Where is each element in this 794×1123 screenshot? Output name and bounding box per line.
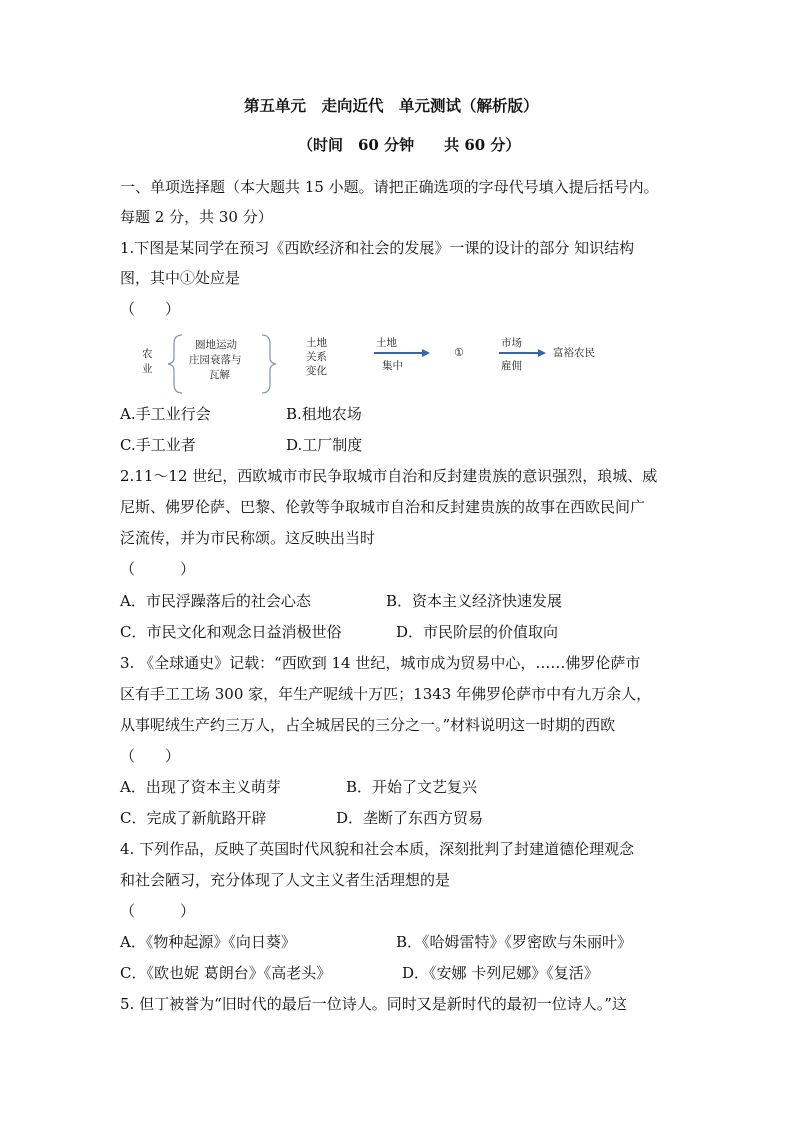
diagram-arrow2-top-label: 市场 bbox=[501, 337, 522, 349]
diagram-blank-mark: ① bbox=[454, 346, 464, 359]
question-1-option-a: A.手工业行会 bbox=[120, 405, 211, 423]
diagram-arrow1-top-label: 土地 bbox=[376, 337, 397, 349]
question-4-option-c: C．《欧也妮 葛朗台》《高老头》 bbox=[120, 964, 332, 982]
question-2-option-b: B．资本主义经济快速发展 bbox=[386, 592, 563, 610]
diagram-end-label: 富裕农民 bbox=[553, 347, 595, 359]
question-4-option-d: D．《安娜 卡列尼娜》《复活》 bbox=[402, 964, 599, 982]
diagram-col2-3: 变化 bbox=[306, 365, 327, 377]
question-3-text-cont-1: 区有手工工场 300 家，年生产呢绒十万匹；1343 年佛罗伦萨市中有九万余人， bbox=[120, 685, 652, 703]
arrow-1-head bbox=[422, 349, 430, 357]
section-heading-cont: 每题 2 分，共 30 分） bbox=[120, 208, 273, 226]
diagram-label-agri-1: 农 bbox=[142, 348, 153, 360]
diagram-brace-item-1: 圈地运动 bbox=[195, 339, 237, 351]
arrow-2-head bbox=[538, 349, 546, 357]
question-1-option-c: C.手工业者 bbox=[120, 436, 196, 454]
page-title: 第五单元 走向近代 单元测试（解析版） bbox=[244, 96, 539, 115]
question-1-text: 1.下图是某同学在预习《西欧经济和社会的发展》一课的设计的部分 知识结构 bbox=[120, 239, 635, 257]
question-2-text-cont-2: 泛流传，并为市民称颂。这反映出当时 bbox=[120, 529, 376, 547]
question-3-option-c: C．完成了新航路开辟 bbox=[120, 809, 267, 827]
knowledge-structure-diagram bbox=[140, 332, 620, 396]
question-4-option-b: B．《哈姆雷特》《罗密欧与朱丽叶》 bbox=[396, 933, 633, 951]
diagram-col2-2: 关系 bbox=[306, 351, 327, 363]
question-3-option-d: D．垄断了东西方贸易 bbox=[336, 809, 484, 827]
question-3-text-cont-2: 从事呢绒生产约三万人，占全城居民的三分之一。”材料说明这一时期的西欧 bbox=[120, 716, 616, 734]
question-1-option-b: B.租地农场 bbox=[286, 405, 362, 423]
question-2-option-a: A．市民浮躁落后的社会心态 bbox=[120, 592, 311, 610]
diagram-arrow1-bottom-label: 集中 bbox=[382, 360, 403, 372]
question-4-option-a: A．《物种起源》《向日葵》 bbox=[120, 933, 296, 951]
question-1-option-d: D.工厂制度 bbox=[286, 436, 363, 454]
diagram-brace-item-3: 瓦解 bbox=[209, 369, 230, 381]
question-2-text: 2.11～12 世纪，西欧城市市民争取城市自治和反封建贵族的意识强烈，琅城、威 bbox=[120, 467, 658, 485]
question-3-option-a: A．出现了资本主义萌芽 bbox=[120, 778, 281, 796]
question-3-answer-bracket: （ ） bbox=[120, 747, 181, 765]
question-1-text-cont: 图，其中①处应是 bbox=[120, 269, 241, 287]
question-2-option-c: C．市民文化和观念日益消极世俗 bbox=[120, 623, 342, 641]
question-4-text-cont: 和社会陋习，充分体现了人文主义者生活理想的是 bbox=[120, 871, 451, 889]
question-2-text-cont-1: 尼斯、佛罗伦萨、巴黎、伦敦等争取城市自治和反封建贵族的故事在西欧民间广 bbox=[120, 498, 646, 516]
question-3-option-b: B．开始了文艺复兴 bbox=[346, 778, 478, 796]
question-3-text: 3. 《全球通史》记载：“西欧到 14 世纪，城市成为贸易中心，……佛罗伦萨市 bbox=[120, 654, 641, 672]
right-brace bbox=[262, 335, 276, 393]
question-2-answer-bracket: （ ） bbox=[120, 560, 196, 578]
diagram-label-agri-2: 业 bbox=[142, 363, 153, 375]
left-brace bbox=[168, 335, 182, 393]
question-5-text: 5. 但丁被誉为“旧时代的最后一位诗人。同时又是新时代的最初一位诗人。”这 bbox=[120, 995, 627, 1013]
diagram-arrow2-bottom-label: 雇佣 bbox=[501, 360, 522, 372]
question-4-text: 4. 下列作品，反映了英国时代风貌和社会本质，深刻批判了封建道德伦理观念 bbox=[120, 840, 635, 858]
question-2-option-d: D．市民阶层的价值取向 bbox=[396, 623, 559, 641]
question-1-answer-bracket: （ ） bbox=[120, 300, 181, 318]
diagram-brace-item-2: 庄园衰落与 bbox=[189, 354, 242, 366]
diagram-col2-1: 土地 bbox=[306, 337, 327, 349]
section-heading: 一、单项选择题（本大题共 15 小题。请把正确选项的字母代号填入提后括号内。 bbox=[120, 178, 659, 196]
question-4-answer-bracket: （ ） bbox=[120, 902, 196, 920]
page-subtitle: （时间 60 分钟 共 60 分） bbox=[298, 136, 521, 154]
